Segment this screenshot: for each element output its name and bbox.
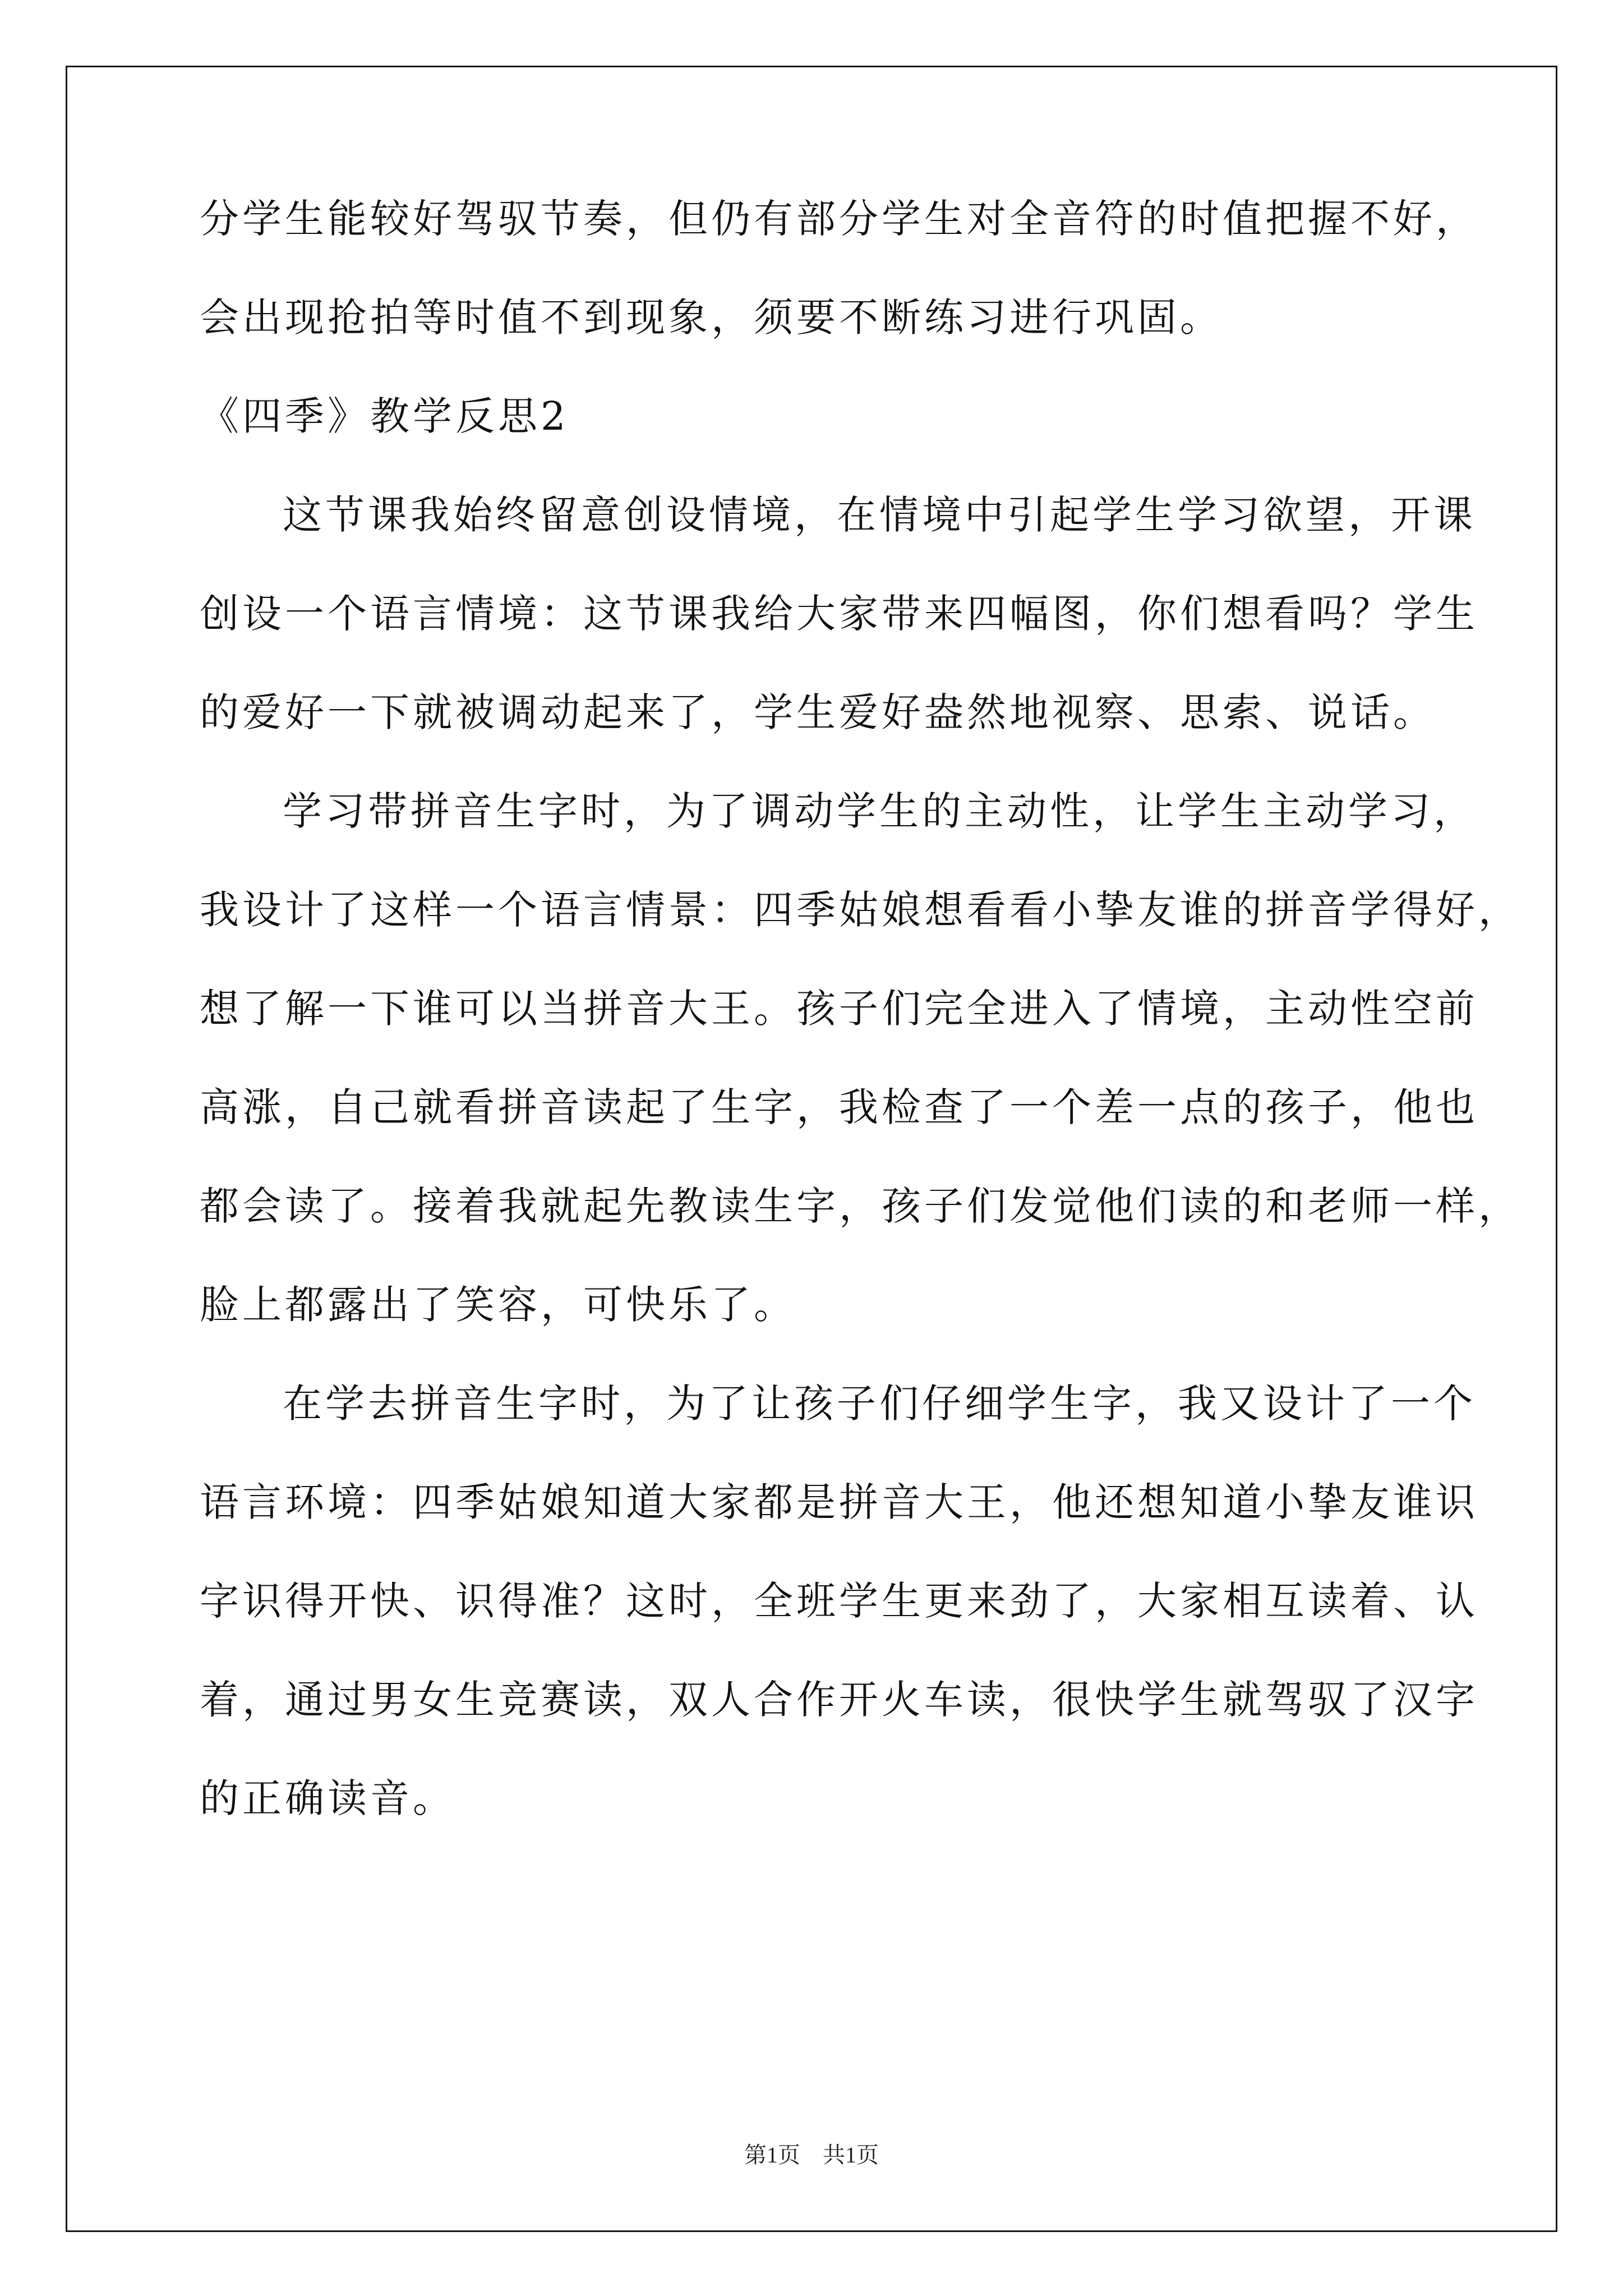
text-line: 语言环境：四季姑娘知道大家都是拼音大王，他还想知道小挚友谁识 (200, 1479, 1478, 1525)
text-line: 着，通过男女生竞赛读，双人合作开火车读，很快学生就驾驭了汉字 (200, 1677, 1478, 1723)
text-line: 的正确读音。 (200, 1775, 455, 1821)
text-line: 学习带拼音生字时，为了调动学生的主动性，让学生主动学习， (283, 788, 1476, 834)
text-line: 高涨，自己就看拼音读起了生字，我检查了一个差一点的孩子，他也 (200, 1084, 1478, 1130)
text-line: 都会读了。接着我就起先教读生字，孩子们发觉他们读的和老师一样， (200, 1183, 1521, 1229)
text-line: 这节课我始终留意创设情境，在情境中引起学生学习欲望，开课 (283, 492, 1476, 538)
text-line: 的爱好一下就被调动起来了，学生爱好盎然地视察、思索、说话。 (200, 689, 1436, 735)
page-border (66, 66, 1557, 2232)
page-number: 第1页 共1页 (744, 2142, 879, 2168)
text-line: 分学生能较好驾驭节奏，但仍有部分学生对全音符的时值把握不好， (200, 196, 1478, 242)
text-line: 创设一个语言情境：这节课我给大家带来四幅图，你们想看吗？学生 (200, 591, 1478, 637)
section-heading: 《四季》教学反思2 (200, 393, 569, 439)
text-line: 字识得开快、识得准？这时，全班学生更来劲了，大家相互读着、认 (200, 1578, 1478, 1624)
text-line: 想了解一下谁可以当拼音大王。孩子们完全进入了情境，主动性空前 (200, 986, 1478, 1032)
text-line: 会出现抢拍等时值不到现象，须要不断练习进行巩固。 (200, 295, 1223, 341)
text-line: 我设计了这样一个语言情景：四季姑娘想看看小挚友谁的拼音学得好， (200, 887, 1521, 933)
text-line: 在学去拼音生字时，为了让孩子们仔细学生字，我又设计了一个 (283, 1381, 1476, 1427)
text-line: 脸上都露出了笑容，可快乐了。 (200, 1282, 796, 1328)
